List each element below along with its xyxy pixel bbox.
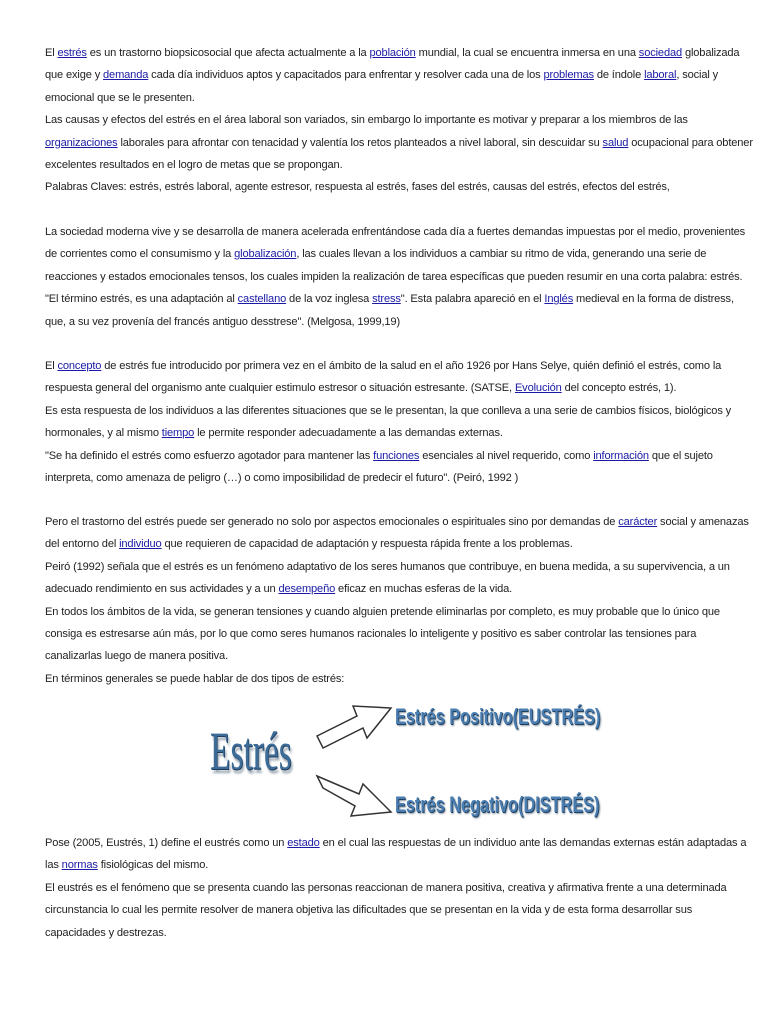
inline-link[interactable]: tiempo xyxy=(161,427,195,440)
inline-link[interactable]: funciones xyxy=(373,449,420,462)
negative-stress-label: Estrés Negativo(DISTRÉS) xyxy=(395,792,600,817)
text-run: que, a su vez provenía del francés antiguo desstrese". (Melgosa, 1999,19) xyxy=(45,315,400,328)
text-line xyxy=(45,556,735,578)
text-line xyxy=(45,109,735,131)
text-line xyxy=(45,422,735,444)
inline-link[interactable]: individuo xyxy=(119,538,162,551)
text-run: de estrés fue introducido por primera vez en el ámbito de la salud en el año 1926 por Hans Selye, quién definió el estrés, como la xyxy=(101,360,722,372)
text-line xyxy=(45,132,753,154)
text-run: canalizarlas luego de manera positiva. xyxy=(45,650,229,663)
text-line xyxy=(45,154,735,176)
text-line xyxy=(45,832,747,854)
text-run: en el cual las respuestas de un individuo ante las demandas externas están adaptadas a xyxy=(319,837,747,849)
text-run: social y amenazas xyxy=(657,516,749,528)
text-line xyxy=(45,467,735,489)
text-run: ". Esta palabra apareció en el xyxy=(400,293,545,306)
text-run: del entorno del xyxy=(45,538,120,551)
inline-link[interactable]: salud xyxy=(602,136,629,149)
text-run: En términos generales se puede hablar de dos tipos de estrés: xyxy=(45,672,345,685)
text-run: globalizada xyxy=(682,47,740,59)
text-line xyxy=(45,877,735,899)
inline-link[interactable]: estado xyxy=(287,837,320,849)
inline-link[interactable]: sociedad xyxy=(638,47,683,59)
text-line xyxy=(45,922,735,944)
text-run: ocupacional para obtener xyxy=(628,136,753,149)
text-run: "El término estrés, es una adaptación al xyxy=(45,293,238,306)
text-run: circunstancia lo cual les permite resolver de manera objetiva las dificultades que se presentan en la vida y de esta forma desarrollar sus xyxy=(45,904,693,917)
paragraph-intro xyxy=(45,42,753,199)
text-run: Las causas y efectos del estrés en el área laboral son variados, sin embargo lo importante es motivar y preparar a los miembros de las xyxy=(45,114,688,127)
text-line xyxy=(45,311,735,333)
inline-link[interactable]: carácter xyxy=(618,516,658,528)
text-run: Peiró (1992) señala que el estrés es un fenómeno adaptativo de los seres humanos que contribuye, en buena medida, a su supervivencia, a un xyxy=(45,560,730,573)
text-run: Es esta respuesta de los individuos a las diferentes situaciones que se le presentan, la que conlleva a una serie de cambios físicos, biológicos y xyxy=(45,404,732,417)
text-line xyxy=(45,511,749,533)
paragraph-eustress xyxy=(45,832,747,944)
text-run: respuesta general del organismo ante cualquier estimulo estresor o situación estresante. (SATSE, xyxy=(45,382,515,395)
text-run: de índole xyxy=(593,69,645,82)
inline-link[interactable]: normas xyxy=(61,859,98,872)
inline-link[interactable]: demanda xyxy=(103,69,149,82)
text-run: hormonales, y al mismo xyxy=(45,427,162,440)
inline-link[interactable]: Evolución xyxy=(514,382,562,395)
text-run: adecuado rendimiento en sus actividades y a un xyxy=(45,583,279,596)
figure-center-word: Estrés xyxy=(210,721,292,781)
text-line xyxy=(45,645,735,667)
text-run: mundial, la cual se encuentra inmersa en una xyxy=(415,47,639,59)
inline-link[interactable]: desempeño xyxy=(278,583,336,596)
text-run: le permite responder adecuadamente a las demandas externas. xyxy=(194,427,503,440)
text-run: es un trastorno biopsicosocial que afecta actualmente a la xyxy=(86,47,370,59)
text-run: de la voz inglesa xyxy=(286,293,373,306)
text-run: que requieren de capacidad de adaptación y respuesta rápida frente a los problemas. xyxy=(161,538,573,551)
text-run: consiga es estresarse aún más, por lo que como seres humanos racionales lo inteligente y positivo es saber controlar las tensiones para xyxy=(45,627,697,640)
inline-link[interactable]: problemas xyxy=(543,69,594,82)
text-line xyxy=(45,445,735,467)
text-run: En todos los ámbitos de la vida, se generan tensiones y cuando alguien pretende eliminarlas por completo, es muy probable que lo único que xyxy=(45,605,720,618)
text-line xyxy=(45,533,735,555)
text-line xyxy=(45,400,735,422)
text-line xyxy=(45,899,735,921)
text-line xyxy=(45,377,735,399)
inline-link[interactable]: castellano xyxy=(237,293,287,306)
text-run: eficaz en muchas esferas de la vida. xyxy=(335,583,513,596)
text-run: Pero el trastorno del estrés puede ser generado no solo por aspectos emocionales o espirituales sino por demandas de xyxy=(45,516,619,528)
text-run: Pose (2005, Eustrés, 1) define el eustrés como un xyxy=(45,837,288,849)
text-run: cada día individuos aptos y capacitados para enfrentar y resolver cada una de los xyxy=(148,69,544,82)
inline-link[interactable]: globalización xyxy=(234,248,297,261)
text-run: Palabras Claves: estrés, estrés laboral, agente estresor, respuesta al estrés, fases del estrés, causas del estrés, efectos del estrés, xyxy=(45,181,670,194)
text-run: El eustrés es el fenómeno que se presenta cuando las personas reaccionan de manera positiva, creativa y afirmativa frente a una determinada xyxy=(45,881,727,894)
inline-link[interactable]: población xyxy=(369,47,416,59)
text-run: las xyxy=(45,859,62,872)
inline-link[interactable]: stress xyxy=(372,293,401,306)
text-line xyxy=(45,266,743,288)
text-run: , las cuales llevan a los individuos a cambiar su ritmo de vida, generando una serie de xyxy=(296,248,707,261)
text-run: interpreta, como amenaza de peligro (…) o como imposibilidad de predecir el futuro". (Peiró, 1992 ) xyxy=(45,471,519,484)
text-line xyxy=(45,288,735,310)
text-run: de corrientes como el consumismo y la xyxy=(45,248,235,261)
paragraph-concept xyxy=(45,355,735,489)
positive-stress-label: Estrés Positivo(EUSTRÉS) xyxy=(395,704,601,729)
text-run: La sociedad moderna vive y se desarrolla de manera acelerada enfrentándose cada día a fuertes demandas impuestas por el medio, provenientes xyxy=(45,226,746,238)
text-run: que el sujeto xyxy=(648,449,713,462)
text-run: que exige y xyxy=(45,69,104,82)
text-run: fisiológicas del mismo. xyxy=(97,859,209,872)
inline-link[interactable]: organizaciones xyxy=(45,136,118,149)
text-line xyxy=(45,64,735,86)
paragraph-modern-society xyxy=(45,221,746,333)
text-run: medieval en la forma de distress, xyxy=(573,293,734,306)
text-line xyxy=(45,854,735,876)
text-line xyxy=(45,243,735,265)
paragraph-causes xyxy=(45,511,749,690)
text-line xyxy=(45,221,746,243)
text-run: esenciales al nivel requerido, como xyxy=(419,449,594,462)
text-line xyxy=(45,601,735,623)
text-line xyxy=(45,578,735,600)
text-run: capacidades y destrezas. xyxy=(45,926,167,939)
inline-link[interactable]: concepto xyxy=(57,360,102,372)
text-run: laborales para afrontar con tenacidad y valentía los retos planteados a nivel laboral, sin descuidar su xyxy=(117,136,603,149)
text-line xyxy=(45,176,735,198)
text-run: emocional que se le presenten. xyxy=(45,91,195,104)
arrow-down-right-icon xyxy=(315,764,395,824)
text-run: excelentes resultados en el logro de metas que se propongan. xyxy=(45,158,343,171)
arrow-up-right-icon xyxy=(315,694,395,754)
inline-link[interactable]: estrés xyxy=(57,47,87,59)
text-run: El xyxy=(45,360,58,372)
text-line xyxy=(45,623,735,645)
inline-link[interactable]: información xyxy=(593,449,649,462)
text-run: El xyxy=(45,47,58,59)
text-line xyxy=(45,355,735,377)
text-run: del concepto estrés, 1). xyxy=(561,382,677,395)
inline-link[interactable]: laboral xyxy=(644,69,677,82)
text-run: , social y xyxy=(676,69,718,82)
text-line xyxy=(45,42,740,64)
text-line xyxy=(45,87,735,109)
text-run: "Se ha definido el estrés como esfuerzo agotador para mantener las xyxy=(45,449,374,462)
text-run: reacciones y estados emocionales tensos, los cuales impiden la realización de tarea específicas que pueden resumir en una corta palabra: estrés. xyxy=(45,270,743,283)
text-line xyxy=(45,668,735,690)
stress-types-figure xyxy=(210,692,650,826)
inline-link[interactable]: Inglés xyxy=(544,293,574,306)
